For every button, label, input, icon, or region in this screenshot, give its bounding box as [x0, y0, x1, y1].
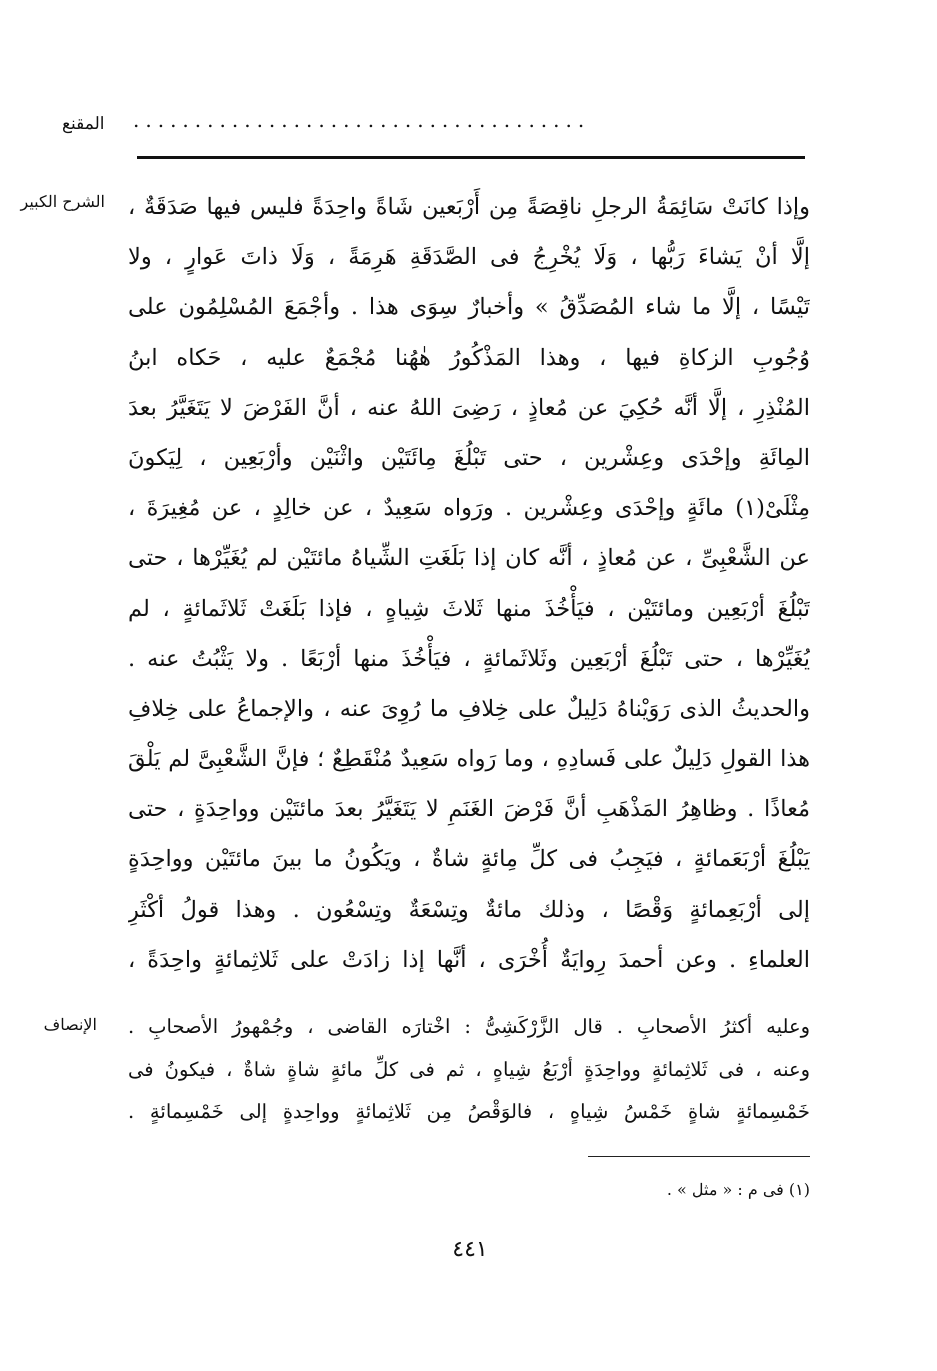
header-rule: [137, 156, 805, 159]
page-number: ٤٤١: [452, 1237, 488, 1262]
main-text-line: المِائَةِ وإحْدَى وعِشْرين ، حتى تَبْلُغَ مِائَتَيْن واثْنَيْن وأرْبَعِين ، لِيَكونَ: [128, 444, 810, 471]
main-text-line: إلَّا أنْ يَشاءَ رَبُّها ، وَلَا يُخْرِجُ فى الصَّدَقَةِ هَرِمَةً ، وَلَا ذاتَ عَوارٍ ، ولا: [128, 244, 810, 271]
main-text-line: مِثْلَىْ(١) مائَةٍ وإحْدَى وعِشْرين . ورَواه سَعِيدٌ ، عن خالِدٍ ، عن مُغِيرَةَ ،: [128, 495, 810, 522]
main-text-line: يَبْلُغَ أرْبَعَمائةٍ ، فيَجِبُ فى كلِّ مِائةٍ شاةٌ ، ويَكُونُ ما بينَ مائتَيْن وواحِدَةٍ: [128, 846, 810, 873]
book-title: المقنع: [62, 114, 105, 134]
header-dotted-leader: .....................................: [133, 110, 591, 130]
main-text-line: يُغَيِّرْها ، حتى تَبْلُغَ أرْبَعِين وثَلاثَمائةٍ ، فيَأْخُذَ منها أرْبَعًا . ولا يَثْبُتُ عنه .: [128, 645, 810, 672]
insaf-text-line: خَمْسِمائةٍ شاةٍ خَمْسُ شِياهٍ ، فالوَقْصُ مِن ثَلاثِمائةٍ وواحِدةٍ إلى خَمْسِمائةٍ .: [128, 1100, 810, 1123]
main-text-line: وُجُوبِ الزكاةِ فيها ، وهذا المَذْكُورُ هٰهُنا مُجْمَعٌ عليه ، حَكاه ابنُ: [128, 344, 810, 371]
side-label-insaf: الإنصاف: [43, 1015, 97, 1034]
main-text-line: هذا القولِ دَلِيلٌ على فَسادِهِ ، وما رَواه سَعِيدٌ مُنْقَطِعٌ ؛ فإنَّ الشَّعْبِىَّ لم يَلْقَ: [128, 746, 810, 773]
main-text-block: [128, 182, 810, 985]
main-text-line: والحديثُ الذى رَوَيْناهُ دَلِيلٌ على خِلافِ ما رُوِىَ عنه ، والإجماعُ على خِلافِ: [128, 695, 810, 722]
footnote: (١) فى م : « مثل » .: [666, 1180, 810, 1199]
main-text-line: تَبْلُغَ أرْبَعِين ومائتَيْن ، فيَأْخُذَ منها ثَلاثَ شِياهٍ ، فإذا بَلَغَتْ ثَلاثَمائةٍ ، لم: [128, 595, 810, 622]
insaf-text-line: وعليه أكثرُ الأصحابِ . قال الزَّرْكَشِىُّ : اخْتارَه القاضى ، وجُمْهورُ الأصحابِ .: [128, 1015, 810, 1038]
main-text-line: عن الشَّعْبِىِّ ، عن مُعاذٍ ، أنَّه كان إذا بَلَغَتِ الشِّياهُ مائتَيْن لم يُغَيِّرْها ، حتى: [128, 545, 810, 572]
footnote-rule: [588, 1156, 810, 1157]
main-text-line: تَيْسًا ، إلَّا ما شاء المُصَدِّقُ » وأخبارٌ سِوَى هذا . وأجْمَعَ المُسْلِمُون على: [128, 294, 810, 321]
main-text-line: المُنْذِرِ ، إلَّا أنَّه حُكِيَ عن مُعاذٍ ، رَضِىَ اللهُ عنه ، أنَّ الفَرْضَ لا يَتَغَيَّرُ بعدَ: [128, 394, 810, 421]
main-text-line: مُعاذًا . وظاهِرُ المَذْهَبِ أنَّ فَرْضَ الغَنَمِ لا يَتَغَيَّرُ بعدَ مائتَيْن وواحِدَةٍ ، حتى: [128, 796, 810, 823]
main-text-line: وإذا كانَتْ سَائِمَةُ الرجلِ ناقِصَةً مِن أَرْبَعين شَاةً واحِدَةً فليس فيها صَدَقَةٌ ،: [128, 194, 810, 220]
insaf-text-line: وعنه ، فى ثَلاثِمائةٍ وواحِدَةٍ أرْبَعُ شِياهٍ ، ثم فى كلِّ مائةٍ شاةٍ شاةٌ ، فيكونُ فى: [128, 1057, 810, 1081]
side-label-sharh: الشرح الكبير: [20, 192, 105, 211]
main-text-line: إلى أرْبَعِمائةٍ وَقْصًا ، وذلك مائةٌ وتِسْعَةٌ وتِسْعُون . وهذا قولُ أكْثَرِ: [128, 896, 810, 923]
insaf-text-block: [128, 1006, 810, 1134]
main-text-line: العلماءِ . وعن أحمدَ رِوايَةٌ أُخْرَى ، أنَّها إذا زادَتْ على ثَلاثِمائةٍ واحِدَةً ،: [128, 946, 810, 973]
